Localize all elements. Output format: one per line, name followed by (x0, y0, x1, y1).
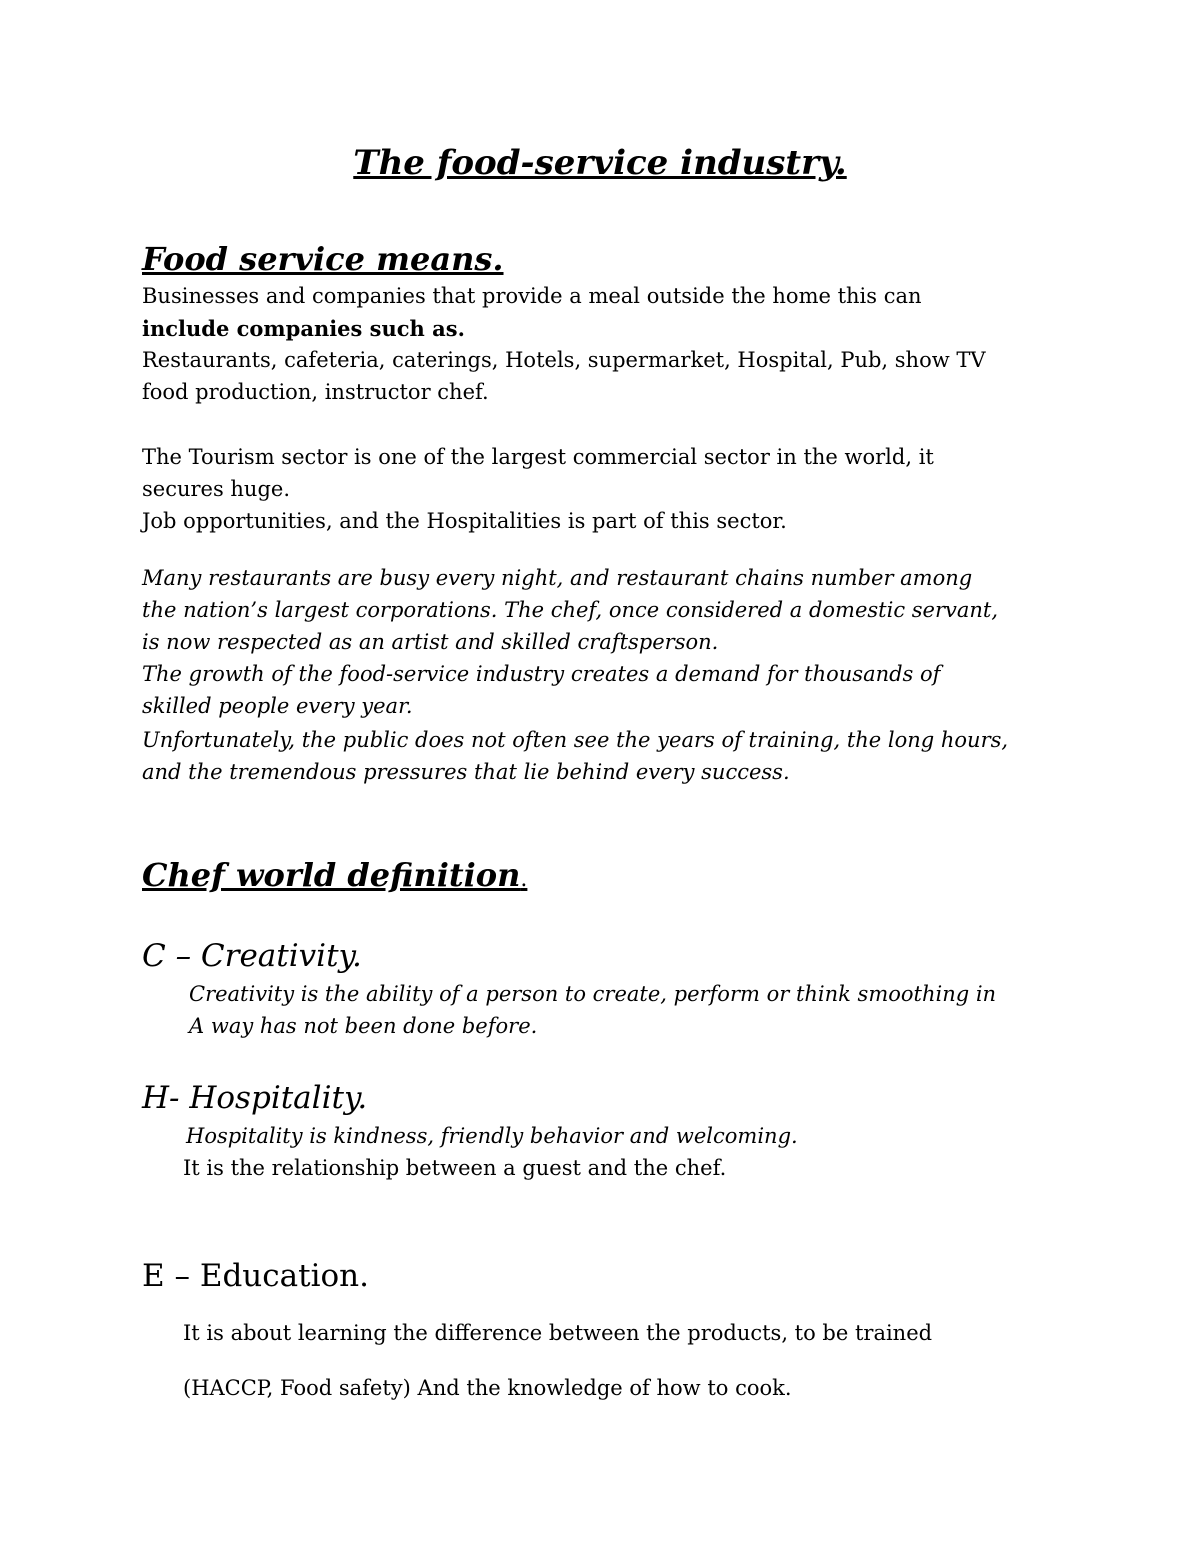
paragraph-line-bold: include companies such as. (142, 316, 465, 341)
creativity-line: A way has not been done before. (189, 1014, 538, 1038)
quote-line: the nation’s largest corporations. The chef, once considered a domestic servant, (142, 598, 999, 622)
paragraph-line: The Tourism sector is one of the largest commercial sector in the world, it (142, 445, 934, 469)
section-heading-text: Chef world definition (142, 856, 521, 894)
quote-line: Unfortunately, the public does not often see the years of training, the long hours, (142, 728, 1009, 752)
quote-line: and the tremendous pressures that lie behind every success. (142, 760, 790, 784)
education-line: (HACCP, Food safety) And the knowledge of how to cook. (183, 1376, 792, 1400)
paragraph-line: Businesses and companies that provide a meal outside the home this can (142, 284, 922, 308)
education-line: It is about learning the difference between the products, to be trained (183, 1321, 933, 1345)
section-heading-chef-world (142, 856, 527, 894)
quote-line: is now respected as an artist and skilled craftsperson. (142, 630, 719, 654)
hospitality-line: Hospitality is kindness, friendly behavior and welcoming. (186, 1124, 798, 1148)
section-heading-food-service: Food service means. (142, 240, 504, 278)
quote-line: skilled people every year. (142, 694, 413, 718)
paragraph-line: Job opportunities, and the Hospitalities is part of this sector. (142, 509, 787, 533)
paragraph-line: secures huge. (142, 477, 291, 501)
creativity-line: Creativity is the ability of a person to create, perform or think smoothing in (189, 982, 997, 1006)
document-title: The food-service industry. (353, 143, 847, 183)
paragraph-line: Restaurants, cafeteria, caterings, Hotels, supermarket, Hospital, Pub, show TV (142, 348, 986, 372)
heading-education: E – Education. (142, 1258, 369, 1294)
section-heading-period: . (520, 867, 528, 892)
quote-line: Many restaurants are busy every night, and restaurant chains number among (142, 566, 973, 590)
hospitality-line: It is the relationship between a guest and the chef. (183, 1156, 727, 1180)
heading-creativity: C – Creativity. (142, 938, 362, 974)
quote-line: The growth of the food-service industry creates a demand for thousands of (142, 662, 941, 686)
heading-hospitality: H- Hospitality. (142, 1080, 368, 1116)
paragraph-line: food production, instructor chef. (142, 380, 489, 404)
